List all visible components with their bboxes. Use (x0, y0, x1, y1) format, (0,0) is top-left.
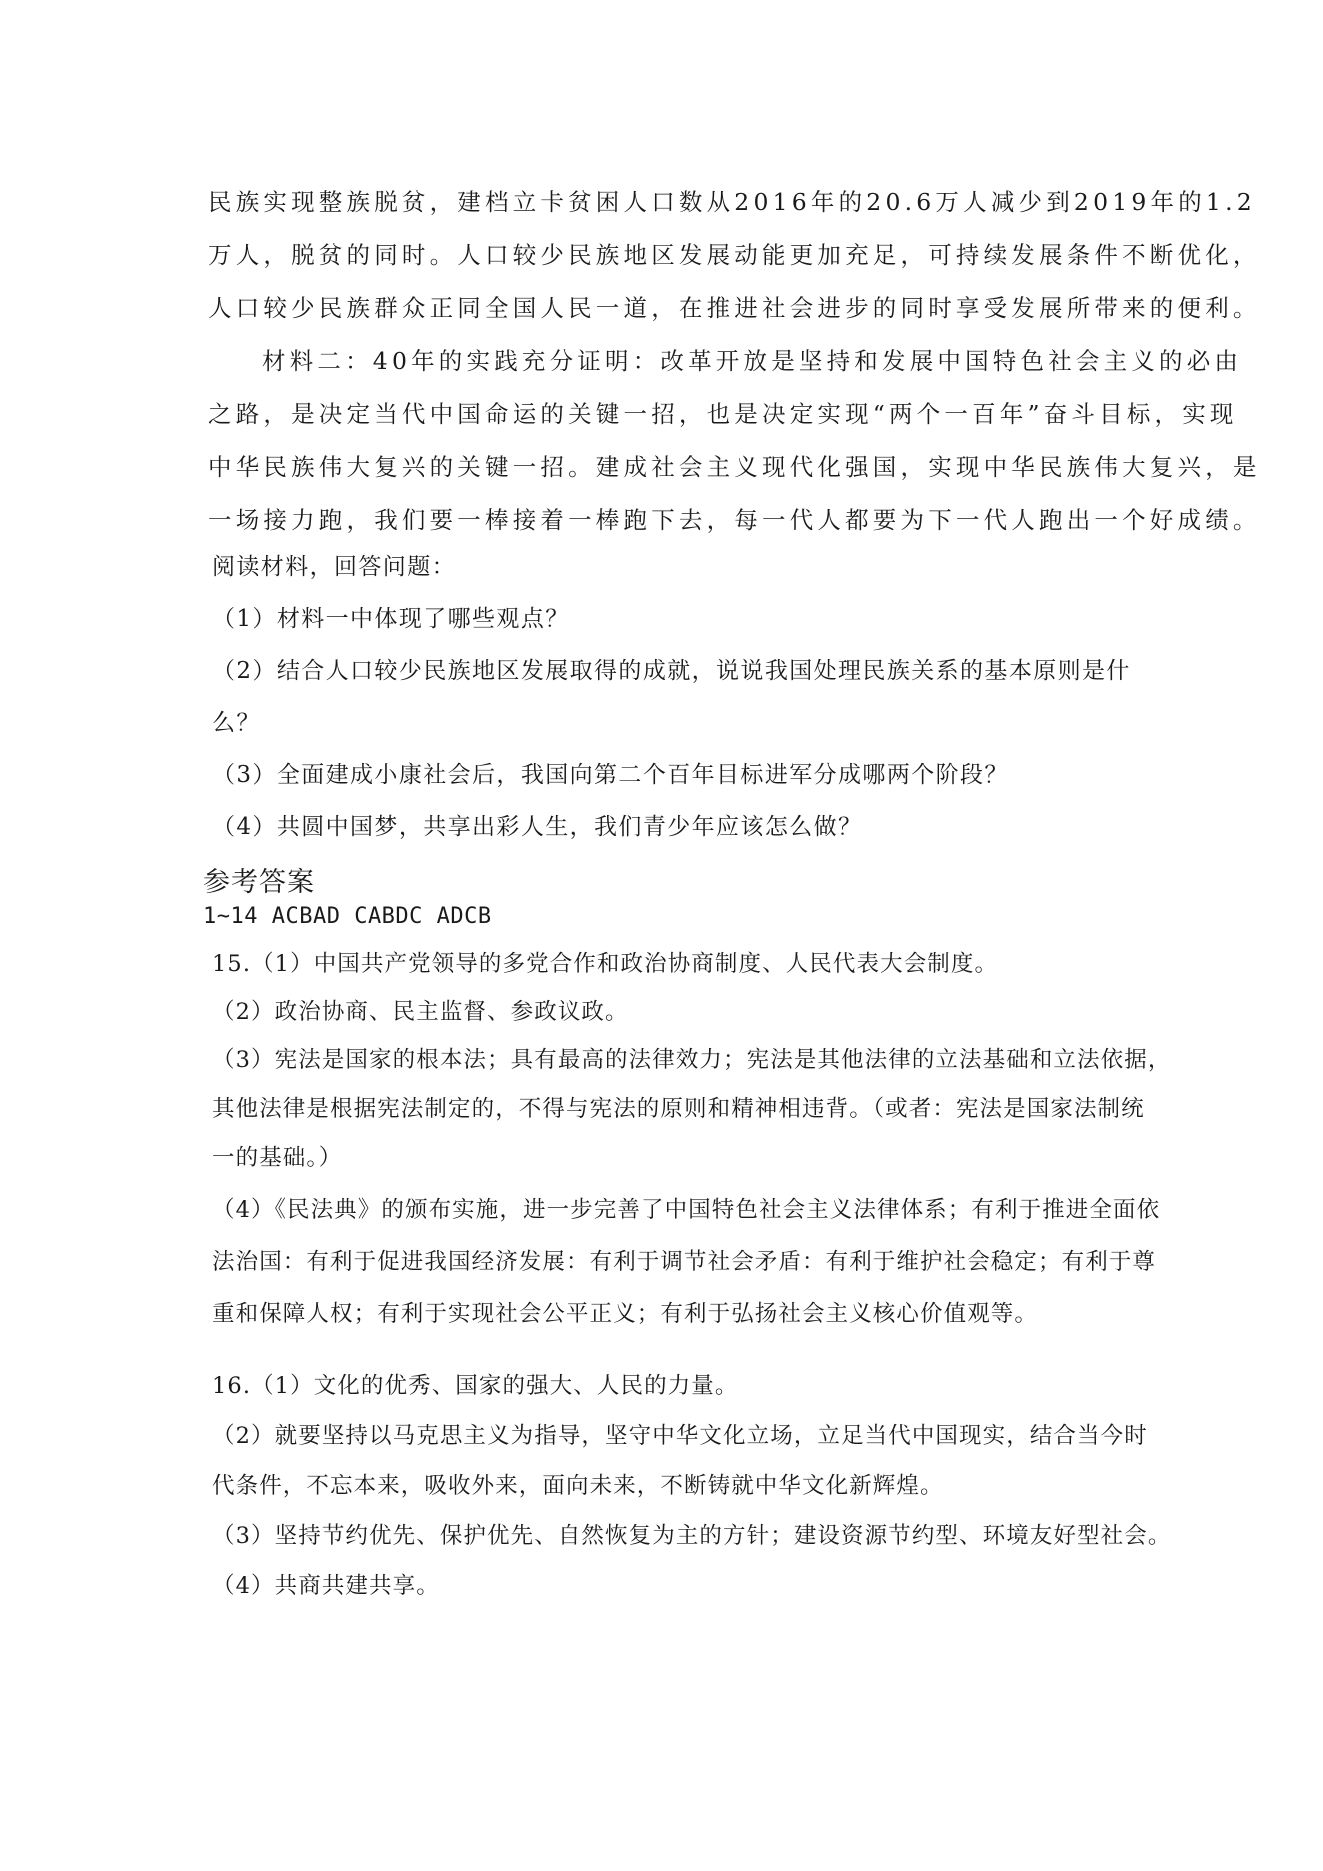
material1-line1: 民族实现整族脱贫，建档立卡贫困人口数从2016年的20.6万人减少到2019年的1.2 (208, 188, 1256, 216)
material2-line4: 一场接力跑，我们要一棒接着一棒跑下去，每一代人都要为下一代人跑出一个好成绩。 (208, 506, 1261, 534)
material2-line1: 材料二：40年的实践充分证明：改革开放是坚持和发展中国特色社会主义的必由 (262, 347, 1243, 375)
answer-16-4: （4）共商共建共享。 (212, 1573, 440, 1599)
material2-line3: 中华民族伟大复兴的关键一招。建成社会主义现代化强国，实现中华民族伟大复兴，是 (208, 453, 1261, 481)
answer-15-1: 15.（1）中国共产党领导的多党合作和政治协商制度、人民代表大会制度。 (212, 951, 999, 977)
material1-line3: 人口较少民族群众正同全国人民一道，在推进社会进步的同时享受发展所带来的便利。 (208, 294, 1261, 322)
question-2-line2: 么？ (212, 710, 261, 736)
multiple-choice-key: 1~14 ACBAD CABDC ADCB (203, 904, 492, 929)
questions-intro: 阅读材料，回答问题： (212, 554, 456, 580)
answer-16-2-line1: （2）就要坚持以马克思主义为指导，坚守中华文化立场，立足当代中国现实，结合当今时 (212, 1423, 1148, 1449)
material2-line2: 之路，是决定当代中国命运的关键一招，也是决定实现“两个一百年”奋斗目标，实现 (208, 400, 1238, 428)
answer-16-2-line2: 代条件，不忘本来，吸收外来，面向未来，不断铸就中华文化新辉煌。 (212, 1473, 944, 1499)
answer-15-3-line1: （3）宪法是国家的根本法；具有最高的法律效力；宪法是其他法律的立法基础和立法依据， (212, 1047, 1172, 1073)
answer-15-4-line2: 法治国：有利于促进我国经济发展：有利于调节社会矛盾：有利于维护社会稳定；有利于尊 (212, 1249, 1157, 1275)
answer-key-heading: 参考答案 (203, 867, 315, 898)
answer-15-3-line2: 其他法律是根据宪法制定的，不得与宪法的原则和精神相违背。（或者：宪法是国家法制统 (212, 1096, 1145, 1122)
answer-15-4-line1: （4）《民法典》的颁布实施，进一步完善了中国特色社会主义法律体系；有利于推进全面依 (212, 1197, 1161, 1223)
answer-16-1: 16.（1）文化的优秀、国家的强大、人民的力量。 (212, 1373, 739, 1399)
material1-line2: 万人，脱贫的同时。人口较少民族地区发展动能更加充足，可持续发展条件不断优化， (208, 241, 1261, 269)
question-4: （4）共圆中国梦，共享出彩人生，我们青少年应该怎么做？ (212, 814, 863, 840)
question-1: （1）材料一中体现了哪些观点？ (212, 606, 570, 632)
answer-16-3: （3）坚持节约优先、保护优先、自然恢复为主的方针；建设资源节约型、环境友好型社会。 (212, 1523, 1172, 1549)
question-2-line1: （2）结合人口较少民族地区发展取得的成就，说说我国处理民族关系的基本原则是什 (212, 658, 1131, 684)
answer-15-3-line3: 一的基础。） (212, 1145, 343, 1171)
answer-15-2: （2）政治协商、民主监督、参政议政。 (212, 999, 629, 1025)
question-3: （3）全面建成小康社会后，我国向第二个百年目标进军分成哪两个阶段？ (212, 762, 1009, 788)
answer-15-4-line3: 重和保障人权；有利于实现社会公平正义；有利于弘扬社会主义核心价值观等。 (212, 1301, 1039, 1327)
